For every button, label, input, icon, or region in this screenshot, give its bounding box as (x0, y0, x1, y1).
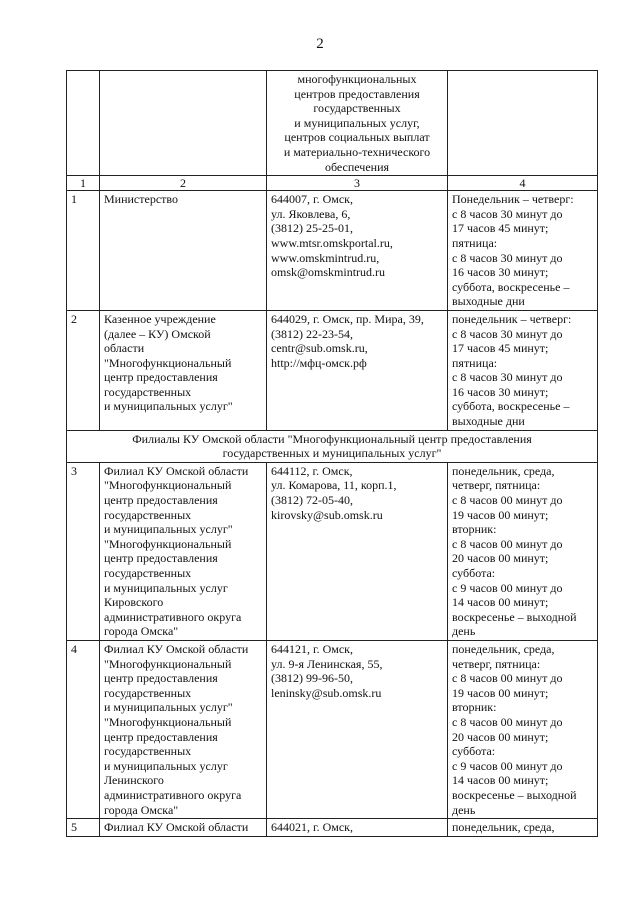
table-row (67, 462, 598, 640)
institution-contacts: 644021, г. Омск, (267, 819, 448, 837)
header-cell-1 (67, 71, 100, 176)
institutions-table (66, 70, 598, 837)
header-cell-2 (100, 71, 267, 176)
institution-schedule: понедельник, среда, четверг, пятница: с 8 часов 00 минут до 19 часов 00 минут; вторник: с 8 часов 00 минут до 20 часов 00 минут; суббота: с 9 часов 00 минут до 14 часов 00 минут; воскресенье – выходной день (448, 462, 598, 640)
column-numbers-row (67, 176, 598, 191)
institution-contacts: 644121, г. Омск, ул. 9-я Ленинская, 55, (3812) 99-96-50, leninsky@sub.omsk.ru (267, 640, 448, 818)
section-row (67, 430, 598, 462)
section-title: Филиалы КУ Омской области "Многофункциональный центр предоставления государственных и муниципальных услуг" (67, 430, 598, 462)
institution-contacts: 644007, г. Омск, ул. Яковлева, 6, (3812) 25-25-01, www.mtsr.omskportal.ru, www.omskmintrud.ru, omsk@omskmintrud.ru (267, 191, 448, 311)
institution-schedule: понедельник – четверг: с 8 часов 30 минут до 17 часов 45 минут; пятница: с 8 часов 30 минут до 16 часов 30 минут; суббота, воскресенье – выходные дни (448, 310, 598, 430)
institution-schedule: Понедельник – четверг: с 8 часов 30 минут до 17 часов 45 минут; пятница: с 8 часов 30 минут до 16 часов 30 минут; суббота, воскресенье – выходные дни (448, 191, 598, 311)
table-row (67, 191, 598, 311)
column-number: 1 (67, 176, 100, 191)
row-number: 3 (67, 462, 100, 640)
row-number: 1 (67, 191, 100, 311)
header-cell-3: многофункциональных центров предоставления государственных и муниципальных услуг, центров социальных выплат и материально-технического обеспечения (267, 71, 448, 176)
institution-name: Филиал КУ Омской области "Многофункциональный центр предоставления государственных и муниципальных услуг" "Многофункциональный центр предоставления государственных и муниципальных услуг Кировского административного округа города Омска" (100, 462, 267, 640)
column-number: 4 (448, 176, 598, 191)
header-continuation-row (67, 71, 598, 176)
institution-name: Филиал КУ Омской области (100, 819, 267, 837)
table-row (67, 310, 598, 430)
table-row (67, 819, 598, 837)
table-row (67, 640, 598, 818)
header-cell-4 (448, 71, 598, 176)
row-number: 2 (67, 310, 100, 430)
institution-schedule: понедельник, среда, четверг, пятница: с 8 часов 00 минут до 19 часов 00 минут; вторник: с 8 часов 00 минут до 20 часов 00 минут; суббота: с 9 часов 00 минут до 14 часов 00 минут; воскресенье – выходной день (448, 640, 598, 818)
institution-name: Казенное учреждение (далее – КУ) Омской области "Многофункциональный центр предоставления государственных и муниципальных услуг" (100, 310, 267, 430)
column-number: 2 (100, 176, 267, 191)
row-number: 5 (67, 819, 100, 837)
column-number: 3 (267, 176, 448, 191)
institution-contacts: 644112, г. Омск, ул. Комарова, 11, корп.1, (3812) 72-05-40, kirovsky@sub.omsk.ru (267, 462, 448, 640)
institution-name: Филиал КУ Омской области "Многофункциональный центр предоставления государственных и муниципальных услуг" "Многофункциональный центр предоставления государственных и муниципальных услуг Ленинского административного округа города Омска" (100, 640, 267, 818)
row-number: 4 (67, 640, 100, 818)
institution-contacts: 644029, г. Омск, пр. Мира, 39, (3812) 22-23-54, centr@sub.omsk.ru, http://мфц-омск.рф (267, 310, 448, 430)
institution-schedule: понедельник, среда, (448, 819, 598, 837)
institution-name: Министерство (100, 191, 267, 311)
page-number: 2 (316, 36, 324, 52)
